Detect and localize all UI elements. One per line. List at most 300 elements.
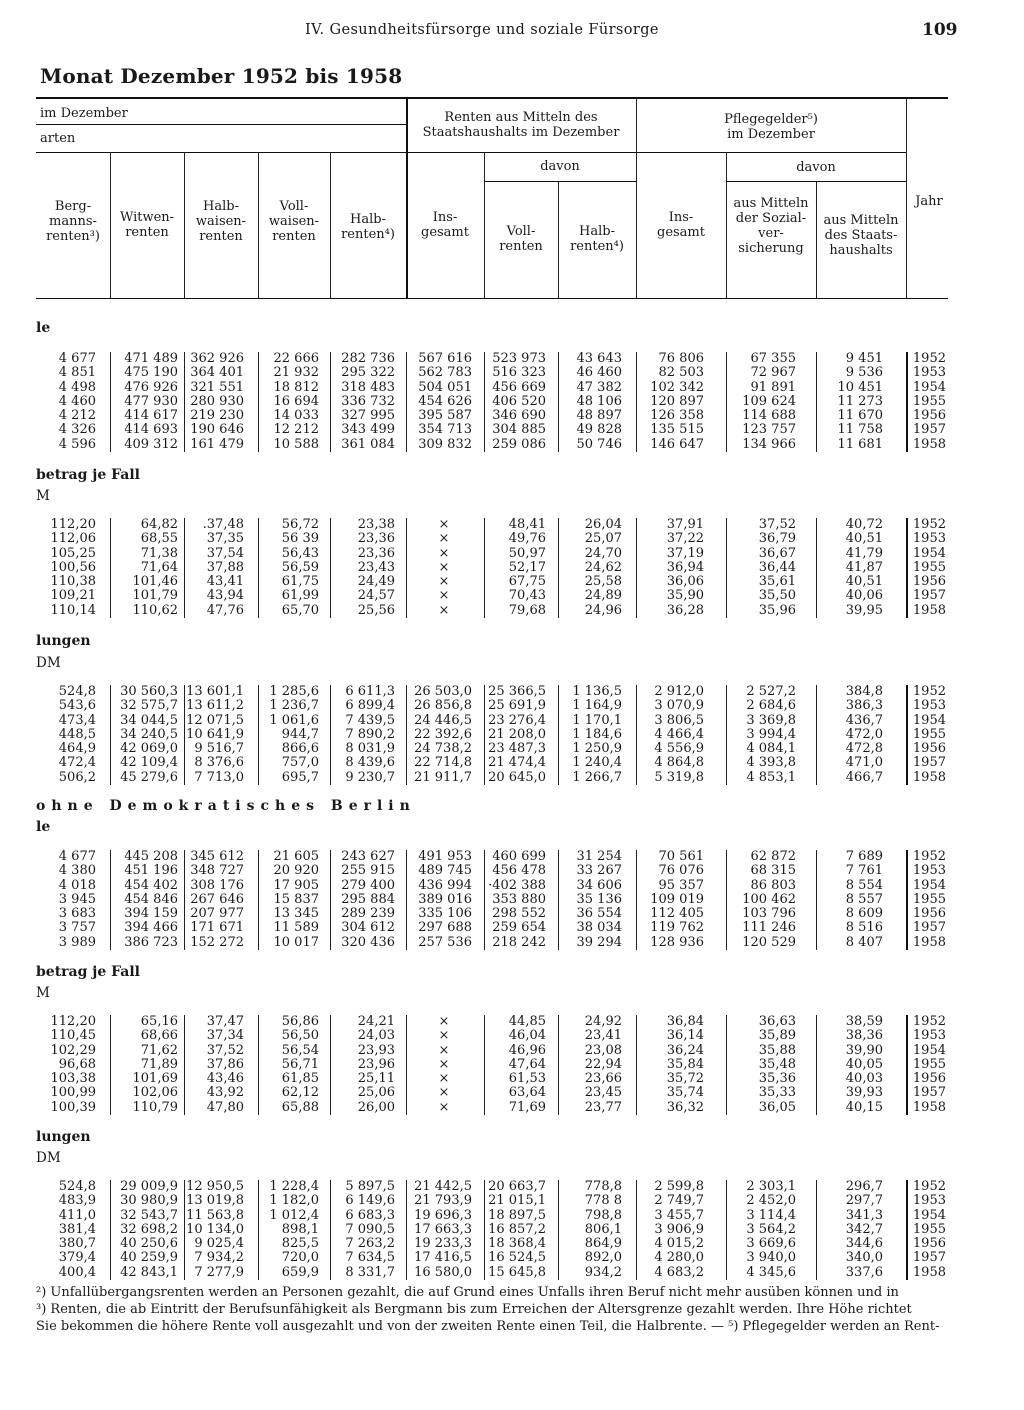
table-cell: 1 240,4	[572, 755, 622, 771]
table-cell: 31 254	[576, 849, 622, 864]
table-cell: 4 212	[58, 408, 96, 424]
column-header	[110, 210, 184, 240]
table-cell: 5 319,8	[654, 769, 704, 785]
table-cell: 23,43	[357, 559, 395, 575]
section-label: le	[36, 819, 51, 835]
table-cell: 386,3	[845, 698, 883, 714]
table-cell: 30 560,3	[120, 684, 178, 699]
table-cell: 267 646	[190, 891, 244, 907]
table-cell: ×	[438, 1014, 450, 1029]
table-cell: 380,7	[58, 1236, 96, 1252]
page-number: 109	[922, 20, 958, 40]
table-cell: 2 684,6	[746, 698, 796, 714]
table-cell: 65,16	[140, 1014, 178, 1029]
table-cell: 35,36	[758, 1071, 796, 1087]
column-header-line: Voll-	[506, 224, 536, 239]
column-header	[558, 224, 636, 254]
table-cell: 25,56	[357, 602, 395, 618]
table-cell: 16 694	[273, 393, 319, 409]
table-cell: 37,19	[666, 545, 704, 561]
table-cell: 21 911,7	[414, 769, 472, 785]
table-cell: 43,92	[206, 1085, 244, 1101]
data-column	[624, 685, 704, 785]
data-column	[16, 850, 96, 950]
table-cell: 40,03	[845, 1071, 883, 1087]
table-cell: 71,64	[140, 559, 178, 575]
table-cell: 109,21	[50, 588, 96, 604]
table-cell: 259 086	[492, 436, 546, 452]
table-cell: 219 230	[190, 408, 244, 424]
column-header-line: Halb-	[579, 224, 615, 239]
section-unit: DM	[36, 1150, 61, 1166]
table-cell: 1 136,5	[572, 684, 622, 699]
table-cell: 16 580,0	[414, 1264, 472, 1280]
table-cell: 86 803	[750, 877, 796, 893]
column-header-line: renten⁴)	[341, 227, 395, 242]
table-cell: 476 926	[124, 379, 178, 395]
table-cell: 6 149,6	[345, 1193, 395, 1209]
data-column	[16, 1180, 96, 1280]
table-cell: ×	[438, 531, 450, 547]
table-cell: 46,96	[508, 1042, 546, 1058]
table-cell: 321 551	[190, 379, 244, 395]
table-cell: 56 39	[281, 531, 319, 547]
table-cell: 110,62	[132, 602, 178, 618]
table-cell: 26 856,8	[414, 698, 472, 714]
table-cell: 46,04	[508, 1028, 546, 1044]
table-cell: ×	[438, 545, 450, 561]
year-cell: 1952	[912, 684, 946, 699]
data-column	[239, 1015, 319, 1115]
table-cell: 37,88	[206, 559, 244, 575]
table-cell: 50 746	[576, 436, 622, 452]
table-cell: 379,4	[58, 1250, 96, 1266]
table-cell: 448,5	[58, 726, 96, 742]
table-cell: 68,55	[140, 531, 178, 547]
table-cell: 778,8	[584, 1179, 622, 1194]
year-cell: 1953	[912, 365, 946, 381]
table-cell: 4 677	[58, 351, 96, 366]
table-cell: 504 051	[418, 379, 472, 395]
table-cell: 516 323	[492, 365, 546, 381]
table-cell: 24,89	[584, 588, 622, 604]
table-cell: 2 599,8	[654, 1179, 704, 1194]
year-cell: 1952	[912, 1179, 946, 1194]
table-cell: 21 208,0	[488, 726, 546, 742]
table-cell: 161 479	[190, 436, 244, 452]
year-cell: 1957	[912, 920, 946, 936]
table-cell: 24,03	[357, 1028, 395, 1044]
header-bottom-rule	[36, 298, 948, 299]
year-cell: 1957	[912, 1085, 946, 1101]
section-label: lungen	[36, 1129, 91, 1145]
table-cell: 18 897,5	[488, 1207, 546, 1223]
table-cell: 1 250,9	[572, 741, 622, 757]
column-header-line: waisen-	[268, 214, 320, 229]
table-cell: 2 303,1	[746, 1179, 796, 1194]
table-cell: 1 182,0	[269, 1193, 319, 1209]
table-cell: 353 880	[492, 891, 546, 907]
table-cell: 40 259,9	[120, 1250, 178, 1266]
column-header	[258, 199, 330, 244]
table-cell: 8 407	[845, 934, 883, 950]
table-cell: 6 611,3	[345, 684, 395, 699]
table-cell: 36,44	[758, 559, 796, 575]
table-cell: 109 624	[742, 393, 796, 409]
table-cell: 10 134,0	[186, 1221, 244, 1237]
year-cell: 1955	[912, 559, 946, 575]
table-cell: 318 483	[341, 379, 395, 395]
table-cell: 24,57	[357, 588, 395, 604]
table-cell: ×	[438, 559, 450, 575]
year-cell: 1953	[912, 1193, 946, 1209]
table-cell: 13 611,2	[186, 698, 244, 714]
year-cell: 1956	[912, 1236, 946, 1252]
table-cell: 1 164,9	[572, 698, 622, 714]
table-cell: 82 503	[658, 365, 704, 381]
table-cell: 10 588	[273, 436, 319, 452]
data-column	[392, 1180, 472, 1280]
column-divider	[406, 1015, 407, 1115]
column-header-line: aus Mitteln	[733, 196, 809, 211]
column-header-line: Halb-	[350, 212, 386, 227]
table-cell: 16 524,5	[488, 1250, 546, 1266]
table-cell: 49,76	[508, 531, 546, 547]
table-cell: 297,7	[845, 1193, 883, 1209]
table-cell: 128 936	[650, 934, 704, 950]
table-cell: 112,20	[50, 517, 96, 532]
data-column	[624, 1180, 704, 1280]
table-cell: 308 176	[190, 877, 244, 893]
table-cell: 7 439,5	[345, 712, 395, 728]
table-cell: 2 912,0	[654, 684, 704, 699]
column-header	[484, 224, 558, 254]
table-cell: 100,39	[50, 1099, 96, 1115]
table-cell: 491 953	[418, 849, 472, 864]
table-cell: 778 8	[584, 1193, 622, 1209]
data-column	[315, 352, 395, 452]
footnote: ²) Unfallübergangsrenten werden an Personen gezahlt, die auf Grund eines Unfalls ihren Beruf nicht mehr ausüben können und in	[36, 1285, 899, 1300]
section-label: betrag je Fall	[36, 467, 141, 483]
data-column	[716, 352, 796, 452]
column-header-line: waisen-	[195, 214, 247, 229]
table-cell: 70,43	[508, 588, 546, 604]
table-cell: 13 601,1	[186, 684, 244, 699]
header-pflegegelder: Pflegegelder⁵) im Dezember	[724, 112, 818, 142]
table-cell: 21 474,4	[488, 755, 546, 771]
table-cell: 35,89	[758, 1028, 796, 1044]
column-header	[36, 199, 110, 244]
table-cell: 110,38	[50, 574, 96, 590]
year-cell: 1953	[912, 698, 946, 714]
column-header-line: haushalts	[829, 243, 893, 258]
table-cell: 71,89	[140, 1056, 178, 1072]
data-column	[624, 518, 704, 618]
data-column	[239, 352, 319, 452]
column-header-line: Ins-	[668, 210, 694, 225]
table-cell: 26 503,0	[414, 684, 472, 699]
table-cell: 40,05	[845, 1056, 883, 1072]
table-cell: 207 977	[190, 906, 244, 922]
table-cell: 48 897	[576, 408, 622, 424]
header-davon-pflege: davon	[796, 160, 836, 175]
section-unit: M	[36, 488, 50, 504]
table-cell: 152 272	[190, 934, 244, 950]
header-rule-arten	[36, 152, 406, 153]
table-cell: 436 994	[418, 877, 472, 893]
header-davon-renten: davon	[540, 159, 580, 174]
data-column	[803, 685, 883, 785]
header-arten: arten	[40, 131, 76, 146]
table-cell: 289 239	[341, 906, 395, 922]
table-cell: 720,0	[281, 1250, 319, 1266]
data-column	[164, 1180, 244, 1280]
year-cell: 1956	[912, 906, 946, 922]
table-cell: 320 436	[341, 934, 395, 950]
year-cell: 1955	[912, 393, 946, 409]
year-cell: 1956	[912, 408, 946, 424]
section-label: lungen	[36, 633, 91, 649]
table-cell: 36,94	[666, 559, 704, 575]
header-renten-staat: Renten aus Mitteln des Staatshaushalts im Dezember	[422, 110, 620, 140]
table-cell: 35 136	[576, 891, 622, 907]
table-cell: 46 460	[576, 365, 622, 381]
table-cell: 56,71	[281, 1056, 319, 1072]
data-column	[542, 850, 622, 950]
data-column	[16, 352, 96, 452]
table-cell: ×	[438, 1056, 450, 1072]
table-cell: 102,29	[50, 1042, 96, 1058]
table-cell: 866,6	[281, 741, 319, 757]
table-cell: 35,50	[758, 588, 796, 604]
table-cell: 120 529	[742, 934, 796, 950]
table-cell: 7 761	[845, 863, 883, 879]
table-cell: 280 930	[190, 393, 244, 409]
data-column	[624, 1015, 704, 1115]
table-cell: 68 315	[750, 863, 796, 879]
table-cell: 4 460	[58, 393, 96, 409]
table-cell: ×	[438, 1085, 450, 1101]
table-cell: 898,1	[281, 1221, 319, 1237]
table-cell: 384,8	[845, 684, 883, 699]
data-column	[392, 850, 472, 950]
year-cell: 1958	[912, 1264, 946, 1280]
table-cell: 110,79	[132, 1099, 178, 1115]
table-cell: 3 455,7	[654, 1207, 704, 1223]
data-column	[716, 518, 796, 618]
data-column	[716, 1015, 796, 1115]
table-cell: 36,28	[666, 602, 704, 618]
data-column	[424, 518, 464, 618]
table-cell: 4 556,9	[654, 741, 704, 757]
column-header-line: Voll-	[279, 199, 309, 214]
table-cell: 3 994,4	[746, 726, 796, 742]
table-cell: 3 070,9	[654, 698, 704, 714]
table-cell: 37,52	[758, 517, 796, 532]
table-cell: 1 012,4	[269, 1207, 319, 1223]
table-cell: 112 405	[650, 906, 704, 922]
table-cell: 489 745	[418, 863, 472, 879]
year-cell: 1958	[912, 934, 946, 950]
table-cell: 7 713,0	[194, 769, 244, 785]
year-cell: 1957	[912, 422, 946, 438]
table-cell: 8 557	[845, 891, 883, 907]
table-cell: 17 905	[273, 877, 319, 893]
table-cell: 24,21	[357, 1014, 395, 1029]
table-cell: 21 932	[273, 365, 319, 381]
year-cell: 1957	[912, 1250, 946, 1266]
table-cell: 7 689	[845, 849, 883, 864]
table-cell: 17 416,5	[414, 1250, 472, 1266]
table-cell: 36,05	[758, 1099, 796, 1115]
table-cell: ·402 388	[488, 877, 546, 893]
table-cell: 47,64	[508, 1056, 546, 1072]
header-rule-renten	[406, 152, 636, 153]
data-column	[803, 850, 883, 950]
table-cell: 32 698,2	[120, 1221, 178, 1237]
table-cell: 1 061,6	[269, 712, 319, 728]
table-cell: 10 017	[273, 934, 319, 950]
table-cell: 40,06	[845, 588, 883, 604]
table-cell: 101,79	[132, 588, 178, 604]
table-cell: 8 609	[845, 906, 883, 922]
header-top-rule	[36, 97, 948, 99]
data-column	[164, 352, 244, 452]
column-header-line: renten	[272, 229, 316, 244]
table-cell: 71,38	[140, 545, 178, 561]
table-cell: 26,04	[584, 517, 622, 532]
data-column	[466, 850, 546, 950]
section-unit: DM	[36, 655, 61, 671]
data-column	[164, 850, 244, 950]
table-cell: 298 552	[492, 906, 546, 922]
year-cell: 1954	[912, 877, 946, 893]
table-cell: 3 940,0	[746, 1250, 796, 1266]
table-cell: 4 015,2	[654, 1236, 704, 1252]
column-header-line: des Staats-	[824, 228, 898, 243]
section-unit: M	[36, 985, 50, 1001]
table-cell: 70 561	[658, 849, 704, 864]
table-cell: 381,4	[58, 1221, 96, 1237]
table-cell: 255 915	[341, 863, 395, 879]
data-column	[466, 352, 546, 452]
table-cell: 42 069,0	[120, 741, 178, 757]
year-cell: 1957	[912, 588, 946, 604]
table-cell: 8 554	[845, 877, 883, 893]
table-cell: 3 989	[58, 934, 96, 950]
table-cell: 456 478	[492, 863, 546, 879]
table-cell: 3 669,6	[746, 1236, 796, 1252]
table-cell: 171 671	[190, 920, 244, 936]
table-cell: 39,95	[845, 602, 883, 618]
data-column	[16, 685, 96, 785]
table-cell: 295 322	[341, 365, 395, 381]
table-cell: 1 228,4	[269, 1179, 319, 1194]
year-cell: 1955	[912, 726, 946, 742]
table-cell: 39,90	[845, 1042, 883, 1058]
table-cell: 2 749,7	[654, 1193, 704, 1209]
year-column	[906, 1180, 946, 1280]
table-cell: 23,66	[584, 1071, 622, 1087]
table-cell: 1 184,6	[572, 726, 622, 742]
table-cell: 63,64	[508, 1085, 546, 1101]
table-cell: 52,17	[508, 559, 546, 575]
column-header-line: Ins-	[432, 210, 458, 225]
table-cell: 40,51	[845, 531, 883, 547]
data-column	[239, 850, 319, 950]
table-cell: 34 606	[576, 877, 622, 893]
table-cell: 22 392,6	[414, 726, 472, 742]
table-cell: 506,2	[58, 769, 96, 785]
year-cell: 1957	[912, 755, 946, 771]
data-column	[716, 850, 796, 950]
table-cell: 327 995	[341, 408, 395, 424]
table-cell: 345 612	[190, 849, 244, 864]
table-cell: 543,6	[58, 698, 96, 714]
table-cell: 35,84	[666, 1056, 704, 1072]
footnote: Sie bekommen die höhere Rente voll ausgezahlt und von der zweiten Rente einen Teil, die Halbrente. — ⁵) Pflegegelder werden an Rent-	[36, 1319, 940, 1334]
table-cell: 42 843,1	[120, 1264, 178, 1280]
table-cell: 23,93	[357, 1042, 395, 1058]
table-cell: 9 025,4	[194, 1236, 244, 1252]
table-cell: 4 380	[58, 863, 96, 879]
table-cell: 400,4	[58, 1264, 96, 1280]
table-cell: 42 109,4	[120, 755, 178, 771]
year-cell: 1953	[912, 863, 946, 879]
year-cell: 1956	[912, 574, 946, 590]
table-cell: 32 543,7	[120, 1207, 178, 1223]
table-cell: 37,34	[206, 1028, 244, 1044]
table-cell: 454 402	[124, 877, 178, 893]
table-cell: 56,59	[281, 559, 319, 575]
table-cell: 35,33	[758, 1085, 796, 1101]
table-cell: 386 723	[124, 934, 178, 950]
table-cell: 112,06	[50, 531, 96, 547]
table-cell: 43,46	[206, 1071, 244, 1087]
table-cell: 477 930	[124, 393, 178, 409]
table-cell: 91 891	[750, 379, 796, 395]
data-column	[624, 850, 704, 950]
table-cell: 39,93	[845, 1085, 883, 1101]
table-cell: 4 018	[58, 877, 96, 893]
data-column	[542, 1015, 622, 1115]
table-cell: ×	[438, 574, 450, 590]
table-cell: 25 366,5	[488, 684, 546, 699]
table-cell: 3 945	[58, 891, 96, 907]
table-cell: 21 442,5	[414, 1179, 472, 1194]
year-cell: 1958	[912, 436, 946, 452]
table-cell: 50,97	[508, 545, 546, 561]
data-column	[803, 1180, 883, 1280]
table-cell: 243 627	[341, 849, 395, 864]
column-header-line: aus Mitteln	[823, 213, 899, 228]
year-cell: 1954	[912, 545, 946, 561]
column-header-line: sicherung	[738, 241, 804, 256]
table-cell: 8 439,6	[345, 755, 395, 771]
table-cell: 33 267	[576, 863, 622, 879]
page-title: Monat Dezember 1952 bis 1958	[40, 64, 403, 88]
table-cell: 523 973	[492, 351, 546, 366]
table-cell: 22 666	[273, 351, 319, 366]
data-column	[16, 518, 96, 618]
table-cell: 37,47	[206, 1014, 244, 1029]
table-cell: 460 699	[492, 849, 546, 864]
table-cell: 38,36	[845, 1028, 883, 1044]
year-column	[906, 1015, 946, 1115]
table-cell: 105,25	[50, 545, 96, 561]
table-cell: 296,7	[845, 1179, 883, 1194]
table-cell: 47 382	[576, 379, 622, 395]
